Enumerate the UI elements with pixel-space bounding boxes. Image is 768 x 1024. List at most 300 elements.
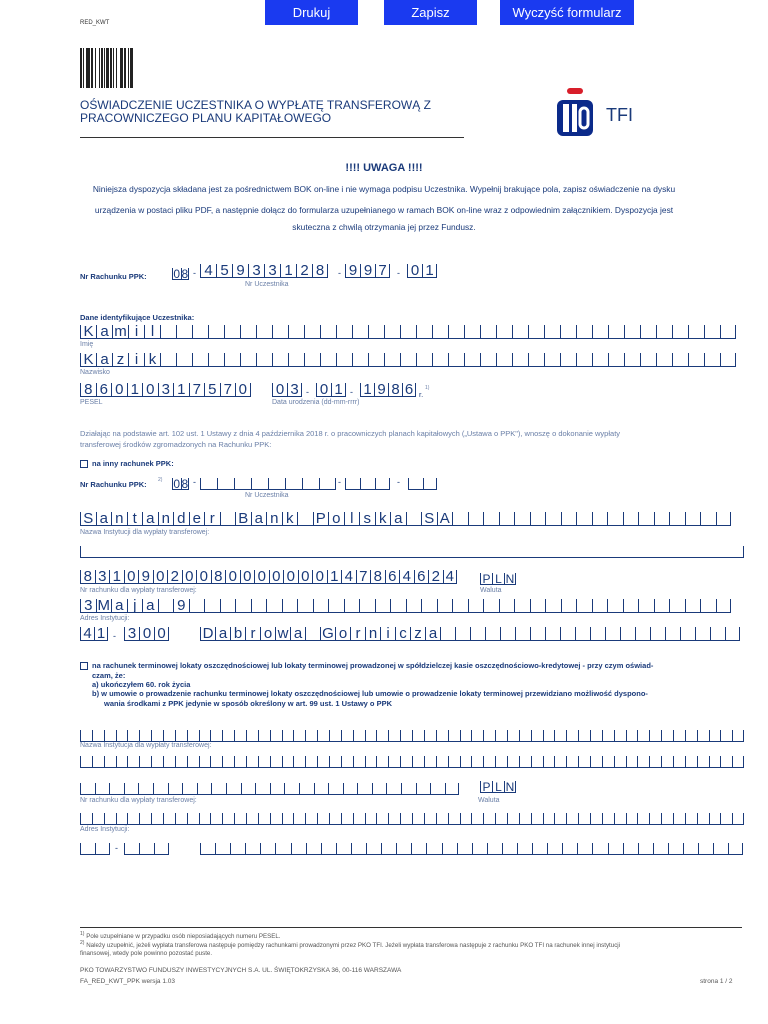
char-box[interactable] bbox=[328, 599, 344, 613]
char-box[interactable] bbox=[270, 783, 285, 795]
char-box[interactable] bbox=[640, 353, 656, 367]
char-box[interactable] bbox=[496, 353, 512, 367]
char-box[interactable] bbox=[139, 813, 151, 825]
char-box[interactable] bbox=[640, 325, 656, 339]
char-box[interactable] bbox=[139, 756, 151, 768]
char-box[interactable] bbox=[234, 813, 246, 825]
char-box[interactable] bbox=[720, 756, 732, 768]
char-box[interactable] bbox=[412, 730, 424, 742]
char-box[interactable] bbox=[372, 783, 387, 795]
char-box[interactable] bbox=[471, 756, 483, 768]
char-box[interactable]: r bbox=[350, 627, 365, 641]
char-box[interactable]: 4 bbox=[443, 570, 458, 584]
char-box[interactable] bbox=[344, 599, 360, 613]
char-box[interactable] bbox=[577, 843, 592, 855]
char-box[interactable] bbox=[168, 783, 183, 795]
char-box[interactable] bbox=[411, 843, 426, 855]
char-box[interactable] bbox=[713, 843, 728, 855]
char-box[interactable] bbox=[210, 730, 222, 742]
char-box[interactable] bbox=[661, 756, 673, 768]
char-box[interactable] bbox=[673, 730, 685, 742]
char-box[interactable] bbox=[514, 512, 530, 526]
char-box[interactable] bbox=[400, 756, 412, 768]
char-box[interactable]: k bbox=[282, 512, 298, 526]
char-box[interactable] bbox=[163, 756, 175, 768]
char-box[interactable]: o bbox=[260, 627, 275, 641]
deposit-institution-line2-boxes[interactable] bbox=[80, 756, 744, 768]
char-box[interactable] bbox=[416, 353, 432, 367]
char-box[interactable] bbox=[351, 843, 366, 855]
char-box[interactable]: 9 bbox=[173, 599, 189, 613]
checkbox-icon[interactable] bbox=[80, 460, 88, 468]
char-box[interactable] bbox=[95, 783, 110, 795]
char-box[interactable] bbox=[448, 756, 460, 768]
deposit-address-boxes[interactable] bbox=[80, 813, 744, 825]
char-box[interactable]: 4 bbox=[200, 264, 216, 278]
char-box[interactable]: a bbox=[96, 353, 112, 367]
char-box[interactable] bbox=[329, 730, 341, 742]
char-box[interactable]: 8 bbox=[181, 477, 189, 491]
char-box[interactable]: 3 bbox=[124, 627, 139, 641]
char-box[interactable]: k bbox=[375, 512, 391, 526]
char-box[interactable] bbox=[291, 843, 306, 855]
last-name-boxes[interactable] bbox=[80, 353, 736, 367]
char-box[interactable]: 8 bbox=[80, 383, 96, 397]
char-box[interactable] bbox=[104, 756, 116, 768]
deposit-bank-account-boxes[interactable] bbox=[80, 783, 459, 795]
char-box[interactable] bbox=[483, 813, 495, 825]
char-box[interactable]: 9 bbox=[345, 264, 360, 278]
char-box[interactable] bbox=[116, 813, 128, 825]
char-box[interactable] bbox=[500, 627, 515, 641]
char-box[interactable] bbox=[608, 353, 624, 367]
char-box[interactable]: 8 bbox=[80, 570, 95, 584]
char-box[interactable] bbox=[270, 813, 282, 825]
char-box[interactable] bbox=[388, 756, 400, 768]
char-box[interactable]: 1 bbox=[280, 264, 296, 278]
char-box[interactable]: 3 bbox=[80, 599, 96, 613]
char-box[interactable]: 1 bbox=[331, 383, 346, 397]
char-box[interactable]: 0 bbox=[124, 570, 139, 584]
char-box[interactable] bbox=[416, 783, 431, 795]
char-box[interactable] bbox=[685, 730, 697, 742]
char-box[interactable] bbox=[366, 843, 381, 855]
char-box[interactable] bbox=[709, 756, 721, 768]
char-box[interactable] bbox=[412, 756, 424, 768]
char-box[interactable] bbox=[246, 756, 258, 768]
char-box[interactable] bbox=[532, 843, 547, 855]
char-box[interactable] bbox=[256, 353, 272, 367]
char-box[interactable] bbox=[592, 325, 608, 339]
char-box[interactable] bbox=[732, 730, 744, 742]
char-box[interactable] bbox=[547, 843, 562, 855]
char-box[interactable] bbox=[282, 599, 298, 613]
char-box[interactable]: 0 bbox=[312, 570, 327, 584]
char-box[interactable]: N bbox=[505, 572, 515, 586]
char-box[interactable] bbox=[329, 756, 341, 768]
char-box[interactable] bbox=[151, 756, 163, 768]
char-box[interactable] bbox=[368, 353, 384, 367]
char-box[interactable]: r bbox=[204, 512, 220, 526]
char-box[interactable]: 3 bbox=[95, 570, 110, 584]
char-box[interactable] bbox=[268, 478, 285, 490]
char-box[interactable] bbox=[80, 813, 92, 825]
char-box[interactable] bbox=[388, 730, 400, 742]
char-box[interactable] bbox=[353, 756, 365, 768]
char-box[interactable] bbox=[400, 353, 416, 367]
char-box[interactable] bbox=[614, 730, 626, 742]
char-box[interactable] bbox=[220, 512, 236, 526]
char-box[interactable] bbox=[460, 756, 472, 768]
char-box[interactable] bbox=[272, 325, 288, 339]
account-part3-boxes[interactable] bbox=[345, 264, 390, 278]
char-box[interactable]: 0 bbox=[196, 570, 211, 584]
char-box[interactable]: 8 bbox=[388, 383, 402, 397]
char-box[interactable] bbox=[673, 756, 685, 768]
char-box[interactable] bbox=[424, 813, 436, 825]
char-box[interactable] bbox=[732, 756, 744, 768]
char-box[interactable] bbox=[512, 325, 528, 339]
char-box[interactable] bbox=[314, 783, 329, 795]
char-box[interactable] bbox=[725, 627, 740, 641]
char-box[interactable] bbox=[716, 599, 732, 613]
char-box[interactable] bbox=[153, 783, 168, 795]
char-box[interactable] bbox=[623, 512, 639, 526]
char-box[interactable] bbox=[176, 353, 192, 367]
char-box[interactable] bbox=[665, 627, 680, 641]
char-box[interactable] bbox=[578, 730, 590, 742]
char-box[interactable]: o bbox=[328, 512, 344, 526]
char-box[interactable]: 3 bbox=[248, 264, 264, 278]
char-box[interactable] bbox=[637, 730, 649, 742]
char-box[interactable] bbox=[246, 813, 258, 825]
char-box[interactable] bbox=[424, 730, 436, 742]
char-box[interactable] bbox=[720, 813, 732, 825]
char-box[interactable] bbox=[698, 843, 713, 855]
char-box[interactable] bbox=[176, 325, 192, 339]
char-box[interactable]: 9 bbox=[360, 264, 375, 278]
char-box[interactable] bbox=[685, 813, 697, 825]
char-box[interactable] bbox=[139, 730, 151, 742]
char-box[interactable] bbox=[673, 813, 685, 825]
char-box[interactable] bbox=[396, 843, 411, 855]
char-box[interactable] bbox=[545, 512, 561, 526]
postal-code-2-boxes[interactable] bbox=[124, 627, 169, 641]
char-box[interactable]: P bbox=[480, 573, 492, 585]
char-box[interactable]: 9 bbox=[232, 264, 248, 278]
char-box[interactable] bbox=[282, 730, 294, 742]
char-box[interactable] bbox=[175, 730, 187, 742]
char-box[interactable] bbox=[592, 353, 608, 367]
char-box[interactable] bbox=[187, 756, 199, 768]
dob-day-boxes[interactable] bbox=[272, 383, 302, 397]
char-box[interactable]: m bbox=[112, 325, 128, 339]
char-box[interactable]: 1 bbox=[127, 383, 143, 397]
char-box[interactable] bbox=[460, 813, 472, 825]
char-box[interactable] bbox=[576, 353, 592, 367]
char-box[interactable]: n bbox=[158, 512, 174, 526]
char-box[interactable] bbox=[406, 512, 422, 526]
char-box[interactable] bbox=[653, 843, 668, 855]
char-box[interactable] bbox=[544, 325, 560, 339]
char-box[interactable] bbox=[592, 599, 608, 613]
char-box[interactable] bbox=[270, 756, 282, 768]
char-box[interactable] bbox=[448, 325, 464, 339]
char-box[interactable] bbox=[127, 813, 139, 825]
char-box[interactable] bbox=[343, 783, 358, 795]
char-box[interactable]: c bbox=[395, 627, 410, 641]
char-box[interactable] bbox=[566, 756, 578, 768]
char-box[interactable] bbox=[624, 353, 640, 367]
char-box[interactable] bbox=[519, 730, 531, 742]
char-box[interactable] bbox=[669, 599, 685, 613]
char-box[interactable]: 6 bbox=[385, 570, 400, 584]
ppk-part3-boxes[interactable] bbox=[345, 478, 390, 490]
char-box[interactable] bbox=[154, 843, 169, 855]
char-box[interactable] bbox=[728, 843, 743, 855]
char-box[interactable] bbox=[649, 813, 661, 825]
char-box[interactable] bbox=[499, 512, 515, 526]
char-box[interactable] bbox=[437, 599, 453, 613]
char-box[interactable] bbox=[299, 783, 314, 795]
char-box[interactable] bbox=[700, 599, 716, 613]
char-box[interactable] bbox=[566, 813, 578, 825]
char-box[interactable]: a bbox=[290, 627, 305, 641]
char-box[interactable] bbox=[400, 813, 412, 825]
char-box[interactable] bbox=[499, 599, 515, 613]
char-box[interactable]: 2 bbox=[167, 570, 182, 584]
char-box[interactable]: L bbox=[492, 573, 504, 585]
char-box[interactable] bbox=[608, 325, 624, 339]
char-box[interactable] bbox=[626, 730, 638, 742]
char-box[interactable] bbox=[192, 353, 208, 367]
char-box[interactable] bbox=[208, 325, 224, 339]
char-box[interactable] bbox=[116, 730, 128, 742]
char-box[interactable]: S bbox=[421, 512, 437, 526]
char-box[interactable] bbox=[576, 325, 592, 339]
account-prefix-boxes[interactable] bbox=[172, 268, 189, 280]
char-box[interactable] bbox=[531, 813, 543, 825]
char-box[interactable] bbox=[578, 813, 590, 825]
char-box[interactable]: 8 bbox=[211, 570, 226, 584]
char-box[interactable] bbox=[224, 325, 240, 339]
char-box[interactable] bbox=[282, 813, 294, 825]
char-box[interactable]: a bbox=[142, 599, 158, 613]
char-box[interactable]: 6 bbox=[414, 570, 429, 584]
char-box[interactable] bbox=[685, 512, 701, 526]
char-box[interactable] bbox=[592, 843, 607, 855]
char-box[interactable] bbox=[432, 325, 448, 339]
char-box[interactable]: D bbox=[200, 627, 215, 641]
char-box[interactable] bbox=[160, 325, 176, 339]
char-box[interactable]: b bbox=[230, 627, 245, 641]
postal-code-1-boxes[interactable] bbox=[80, 627, 108, 641]
char-box[interactable] bbox=[199, 813, 211, 825]
char-box[interactable] bbox=[210, 813, 222, 825]
char-box[interactable]: d bbox=[173, 512, 189, 526]
char-box[interactable] bbox=[293, 756, 305, 768]
char-box[interactable] bbox=[251, 478, 268, 490]
char-box[interactable] bbox=[576, 512, 592, 526]
char-box[interactable]: 5 bbox=[216, 264, 232, 278]
char-box[interactable]: a bbox=[142, 512, 158, 526]
char-box[interactable] bbox=[635, 627, 650, 641]
char-box[interactable] bbox=[359, 599, 375, 613]
char-box[interactable] bbox=[230, 843, 245, 855]
char-box[interactable]: B bbox=[235, 512, 251, 526]
char-box[interactable] bbox=[386, 783, 401, 795]
ppk-part4-boxes[interactable] bbox=[408, 478, 437, 490]
deposit-currency-boxes[interactable] bbox=[480, 781, 516, 793]
char-box[interactable] bbox=[528, 353, 544, 367]
char-box[interactable] bbox=[336, 353, 352, 367]
char-box[interactable]: 5 bbox=[204, 383, 220, 397]
char-box[interactable]: 8 bbox=[312, 264, 328, 278]
char-box[interactable] bbox=[80, 843, 95, 855]
char-box[interactable] bbox=[182, 783, 197, 795]
char-box[interactable] bbox=[531, 730, 543, 742]
char-box[interactable] bbox=[104, 813, 116, 825]
char-box[interactable]: K bbox=[80, 353, 96, 367]
char-box[interactable] bbox=[210, 756, 222, 768]
char-box[interactable]: w bbox=[275, 627, 290, 641]
char-box[interactable] bbox=[672, 353, 688, 367]
char-box[interactable]: 0 bbox=[139, 627, 154, 641]
char-box[interactable]: 0 bbox=[173, 267, 181, 281]
char-box[interactable] bbox=[638, 843, 653, 855]
char-box[interactable] bbox=[483, 756, 495, 768]
char-box[interactable]: 3 bbox=[287, 383, 302, 397]
char-box[interactable] bbox=[560, 627, 575, 641]
char-box[interactable] bbox=[376, 730, 388, 742]
char-box[interactable] bbox=[602, 730, 614, 742]
char-box[interactable] bbox=[656, 325, 672, 339]
char-box[interactable] bbox=[638, 512, 654, 526]
char-box[interactable] bbox=[530, 627, 545, 641]
char-box[interactable] bbox=[304, 353, 320, 367]
char-box[interactable] bbox=[204, 599, 220, 613]
char-box[interactable] bbox=[104, 730, 116, 742]
char-box[interactable] bbox=[543, 813, 555, 825]
char-box[interactable]: t bbox=[127, 512, 143, 526]
char-box[interactable] bbox=[127, 756, 139, 768]
char-box[interactable] bbox=[455, 627, 470, 641]
char-box[interactable] bbox=[416, 325, 432, 339]
char-box[interactable] bbox=[452, 599, 468, 613]
char-box[interactable] bbox=[297, 599, 313, 613]
char-box[interactable] bbox=[139, 843, 154, 855]
char-box[interactable] bbox=[317, 756, 329, 768]
char-box[interactable] bbox=[695, 627, 710, 641]
option-ppk[interactable] bbox=[80, 459, 174, 468]
char-box[interactable] bbox=[623, 599, 639, 613]
char-box[interactable] bbox=[320, 353, 336, 367]
char-box[interactable] bbox=[285, 478, 302, 490]
char-box[interactable]: 0 bbox=[272, 383, 287, 397]
print-button[interactable]: Drukuj bbox=[265, 0, 358, 25]
char-box[interactable] bbox=[720, 730, 732, 742]
char-box[interactable] bbox=[127, 730, 139, 742]
char-box[interactable] bbox=[544, 353, 560, 367]
char-box[interactable]: 1 bbox=[327, 570, 342, 584]
char-box[interactable] bbox=[554, 756, 566, 768]
char-box[interactable] bbox=[472, 843, 487, 855]
char-box[interactable]: 2 bbox=[428, 570, 443, 584]
save-button[interactable]: Zapisz bbox=[384, 0, 477, 25]
char-box[interactable]: 1 bbox=[173, 383, 189, 397]
char-box[interactable] bbox=[470, 627, 485, 641]
char-box[interactable] bbox=[468, 599, 484, 613]
char-box[interactable] bbox=[288, 325, 304, 339]
char-box[interactable]: l bbox=[144, 325, 160, 339]
char-box[interactable] bbox=[321, 843, 336, 855]
char-box[interactable]: 0 bbox=[225, 570, 240, 584]
char-box[interactable] bbox=[704, 353, 720, 367]
char-box[interactable] bbox=[241, 783, 256, 795]
char-box[interactable] bbox=[175, 756, 187, 768]
institution-name-line2-boxes[interactable] bbox=[80, 546, 744, 558]
bank-account-boxes[interactable] bbox=[80, 570, 457, 584]
char-box[interactable] bbox=[624, 325, 640, 339]
char-box[interactable] bbox=[592, 512, 608, 526]
char-box[interactable]: 1 bbox=[422, 264, 437, 278]
char-box[interactable] bbox=[217, 478, 234, 490]
char-box[interactable] bbox=[381, 843, 396, 855]
char-box[interactable] bbox=[160, 353, 176, 367]
char-box[interactable] bbox=[365, 756, 377, 768]
char-box[interactable] bbox=[448, 353, 464, 367]
char-box[interactable]: n bbox=[111, 512, 127, 526]
char-box[interactable] bbox=[92, 756, 104, 768]
char-box[interactable]: z bbox=[112, 353, 128, 367]
char-box[interactable] bbox=[654, 512, 670, 526]
char-box[interactable]: e bbox=[189, 512, 205, 526]
char-box[interactable] bbox=[661, 813, 673, 825]
char-box[interactable] bbox=[649, 756, 661, 768]
char-box[interactable]: n bbox=[266, 512, 282, 526]
deposit-postal-1-boxes[interactable] bbox=[80, 843, 110, 855]
pesel-boxes[interactable] bbox=[80, 383, 251, 397]
char-box[interactable] bbox=[200, 843, 215, 855]
char-box[interactable]: 6 bbox=[402, 383, 416, 397]
char-box[interactable] bbox=[608, 843, 623, 855]
char-box[interactable] bbox=[109, 783, 124, 795]
checkbox-icon[interactable] bbox=[80, 662, 88, 670]
char-box[interactable] bbox=[266, 599, 282, 613]
char-box[interactable] bbox=[187, 730, 199, 742]
char-box[interactable]: 0 bbox=[142, 383, 158, 397]
char-box[interactable] bbox=[590, 813, 602, 825]
char-box[interactable] bbox=[197, 783, 212, 795]
char-box[interactable] bbox=[445, 783, 460, 795]
char-box[interactable]: M bbox=[97, 597, 110, 614]
char-box[interactable] bbox=[189, 599, 205, 613]
char-box[interactable] bbox=[341, 813, 353, 825]
char-box[interactable] bbox=[614, 756, 626, 768]
char-box[interactable] bbox=[251, 599, 267, 613]
char-box[interactable] bbox=[255, 783, 270, 795]
char-box[interactable] bbox=[138, 783, 153, 795]
char-box[interactable] bbox=[485, 627, 500, 641]
char-box[interactable] bbox=[80, 756, 92, 768]
char-box[interactable] bbox=[471, 730, 483, 742]
char-box[interactable] bbox=[246, 730, 258, 742]
char-box[interactable]: 9 bbox=[374, 383, 388, 397]
clear-form-button[interactable]: Wyczyść formularz bbox=[500, 0, 634, 25]
char-box[interactable]: N bbox=[505, 780, 515, 794]
char-box[interactable]: P bbox=[313, 512, 329, 526]
char-box[interactable]: 0 bbox=[254, 570, 269, 584]
